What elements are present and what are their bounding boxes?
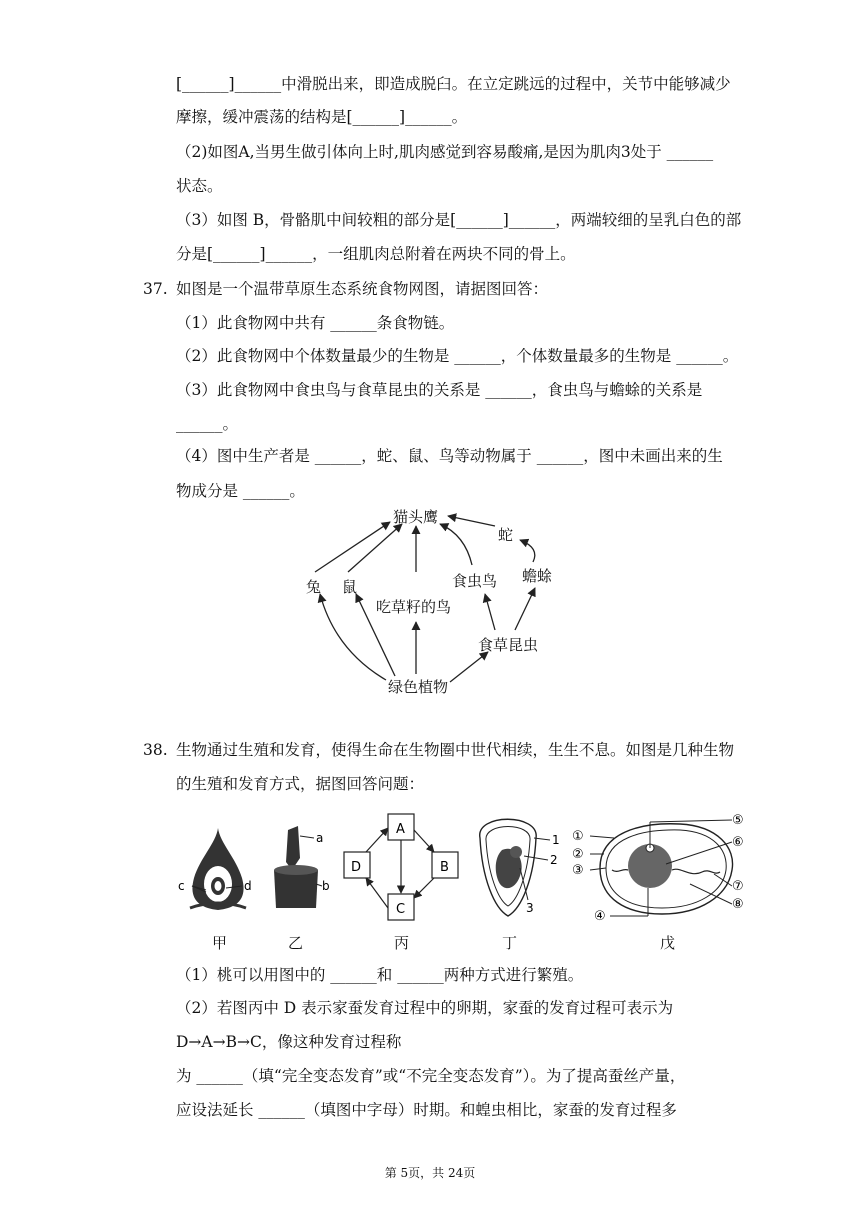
q38-stem-1: 生物通过生殖和发育，使得生命在生物圈中世代相续，生生不息。如图是几种生物 (176, 741, 735, 759)
q37-stem: 如图是一个温带草原生态系统食物网图，请据图回答： (176, 280, 549, 298)
q36-line-1: [______]______中滑脱出来，即造成脱臼。在立定跳远的过程中，关节中能够减少 (176, 75, 731, 93)
node-snake: 蛇 (498, 526, 514, 544)
page-footer: 第 5页，共 24页 (384, 1166, 476, 1180)
label-e3: ③ (572, 863, 584, 878)
label-e7: ⑦ (732, 879, 744, 894)
label-e1: ① (572, 829, 584, 844)
label-e8: ⑧ (732, 897, 744, 912)
node-toad: 蟾蜍 (522, 567, 553, 585)
node-owl: 猫头鹰 (393, 508, 439, 526)
food-web-diagram (290, 500, 570, 700)
arrow-plant-insect (450, 652, 488, 682)
q36-line-3: （2)如图A,当男生做引体向上时,肌肉感觉到容易酸痛,是因为肌肉3处于 ______ (176, 143, 714, 161)
q37-sub-4a: （4）图中生产者是 ______，蛇、鼠、鸟等动物属于 ______，图中未画出来的生 (176, 447, 723, 465)
caption-ding: 丁 (502, 934, 518, 952)
q38-sub-2b: D→A→B→C，像这种发育过程称 (176, 1033, 402, 1051)
q36-line-5: （3）如图 B，骨骼肌中间较粗的部分是[______]______，两端较细的呈乳白色的部 (176, 211, 742, 229)
box-B: B (440, 860, 449, 875)
caption-wu: 戊 (660, 934, 676, 952)
q38-sub-1: （1）桃可以用图中的 ______和 ______两种方式进行繁殖。 (176, 966, 584, 984)
label-2: 2 (550, 853, 558, 867)
label-a: a (316, 831, 324, 845)
arrow-snake-owl (448, 516, 495, 526)
box-A: A (396, 822, 405, 837)
node-rabbit: 兔 (306, 578, 322, 596)
label-e2: ② (572, 847, 584, 862)
q37-sub-3a: （3）此食物网中食虫鸟与食草昆虫的关系是 ______，食虫鸟与蟾蜍的关系是 (176, 381, 703, 399)
caption-yi: 乙 (288, 934, 304, 952)
label-c: c (178, 879, 185, 893)
q38-sub-2d: 应设法延长 ______（填图中字母）时期。和蝗虫相比，家蚕的发育过程多 (176, 1101, 677, 1119)
label-1: 1 (552, 833, 560, 847)
label-e4: ④ (594, 909, 606, 924)
arrow-insectbird-owl (440, 524, 472, 565)
label-b: b (322, 879, 330, 893)
q36-line-4: 状态。 (176, 177, 223, 195)
q38-sub-2c: 为 ______（填“完全变态发育”或“不完全变态发育”）。为了提高蚕丝产量， (176, 1067, 686, 1085)
reproduction-figure (170, 808, 760, 958)
label-e5: ⑤ (732, 813, 744, 828)
figure-wu (572, 813, 744, 924)
arrow-rabbit-owl (315, 522, 390, 572)
arrow-insect-insectbird (485, 594, 495, 630)
label-e6: ⑥ (732, 835, 744, 850)
figure-yi (274, 826, 330, 908)
label-3: 3 (526, 901, 534, 915)
figure-bing (344, 814, 458, 920)
node-plant: 绿色植物 (388, 678, 449, 696)
q38-stem-2: 的生殖和发育方式，据图回答问题： (176, 775, 425, 793)
node-insect-bird: 食虫鸟 (452, 572, 498, 590)
q37-sub-3b: ______。 (176, 415, 239, 433)
node-seed-bird: 吃草籽的鸟 (376, 598, 452, 616)
label-d: d (244, 879, 252, 893)
q37-sub-2: （2）此食物网中个体数量最少的生物是 ______，个体数量最多的生物是 ______。 (176, 347, 739, 365)
node-mouse: 鼠 (342, 578, 358, 596)
arrow-toad-snake (520, 540, 535, 562)
arrow-mouse-owl (348, 524, 402, 572)
q38-number: 38. (143, 741, 168, 759)
figure-ding (480, 819, 560, 916)
caption-jia: 甲 (212, 934, 228, 952)
arrow-insect-toad (515, 588, 535, 630)
figure-jia (178, 828, 252, 910)
box-C: C (396, 902, 406, 917)
q38-sub-2: （2）若图丙中 D 表示家蚕发育过程中的卵期，家蚕的发育过程可表示为 (176, 999, 674, 1017)
q36-line-6: 分是[______]______，一组肌肉总附着在两块不同的骨上。 (176, 245, 576, 263)
box-D: D (351, 860, 362, 875)
q37-sub-1: （1）此食物网中共有 ______条食物链。 (176, 314, 455, 332)
node-herb-insect: 食草昆虫 (478, 636, 539, 654)
q36-line-2: 摩擦，缓冲震荡的结构是[______]______。 (176, 108, 468, 126)
q37-number: 37. (143, 280, 168, 298)
caption-bing: 丙 (394, 934, 410, 952)
q37-sub-4b: 物成分是 ______。 (176, 482, 305, 500)
